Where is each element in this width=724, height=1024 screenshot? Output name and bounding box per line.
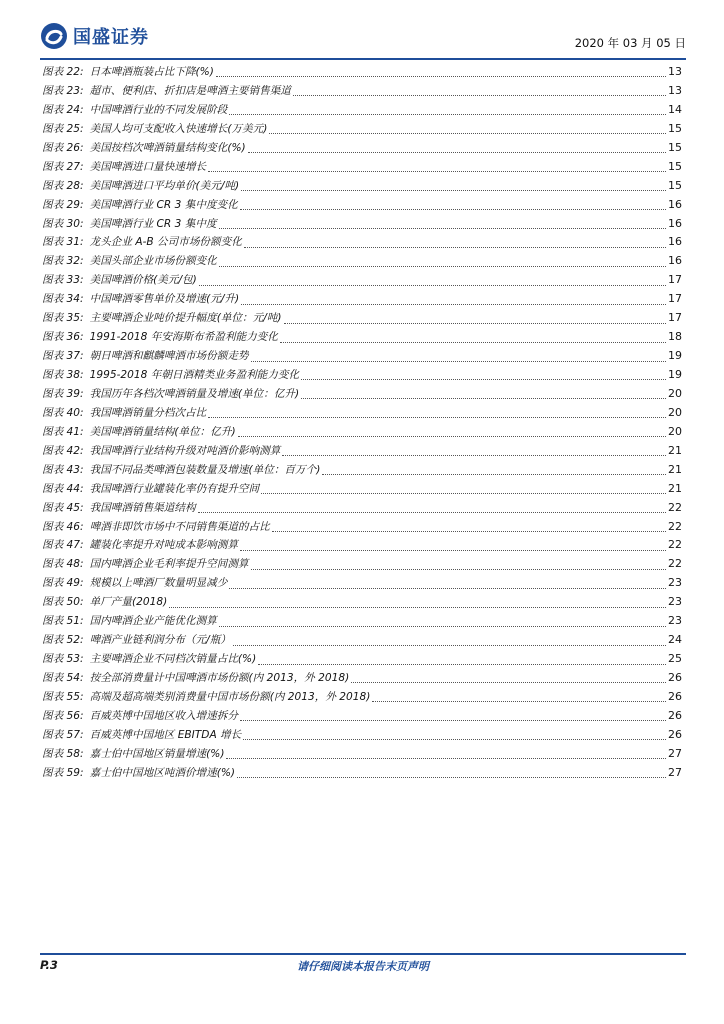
toc-leader-dots [272, 530, 666, 532]
toc-entry-label: 图表 40: [42, 406, 84, 419]
toc-leader-dots [169, 606, 666, 608]
toc-entry-title: 规模以上啤酒厂数量明显减少 [89, 577, 228, 590]
toc-entry-title: 百威英博中国地区收入增速拆分 [89, 709, 238, 722]
toc-entry-label: 图表 52: [42, 634, 84, 647]
toc-entry-label: 图表 58: [42, 747, 84, 760]
toc-entry-title: 国内啤酒企业产能优化测算 [89, 615, 217, 628]
toc-entry-page: 20 [668, 405, 682, 419]
toc-entry-page: 22 [668, 538, 682, 552]
toc-entry[interactable] [42, 632, 682, 651]
toc-entry-title: 我国不同品类啤酒包装数量及增速(单位：百万个) [89, 463, 321, 476]
toc-entry-title: 我国啤酒行业结构升级对吨酒价影响测算 [89, 444, 281, 457]
toc-entry-title: 美国啤酒价格(美元/包) [89, 274, 197, 287]
toc-entry-title: 龙头企业 A-B 公司市场份额变化 [89, 236, 242, 249]
brand-logo-icon [40, 22, 68, 50]
brand-name: 国盛证券 [73, 27, 149, 48]
toc-entry-label: 图表 36: [42, 331, 84, 344]
toc-entry-label: 图表 44: [42, 482, 84, 495]
toc-entry-label: 图表 34: [42, 293, 84, 306]
toc-leader-dots [219, 227, 666, 229]
toc-leader-dots [372, 700, 666, 702]
toc-entry-title: 1991-2018 年安海斯布希盈利能力变化 [89, 331, 278, 344]
toc-entry-label: 图表 53: [42, 653, 84, 666]
toc-entry-page: 24 [668, 633, 682, 647]
toc-entry[interactable] [42, 329, 682, 348]
toc-leader-dots [219, 265, 666, 267]
toc-entry[interactable] [42, 140, 682, 159]
toc-entry-title: 中国啤酒零售单价及增速(元/升) [89, 293, 240, 306]
toc-entry-page: 21 [668, 481, 682, 495]
toc-entry-title: 1995-2018 年朝日酒精类业务盈利能力变化 [89, 369, 300, 381]
toc-entry[interactable] [42, 272, 682, 291]
footer-disclaimer: 请仔细阅读本报告末页声明 [297, 960, 429, 973]
toc-entry-page: 16 [668, 235, 682, 249]
footer-rule [40, 953, 686, 955]
toc-leader-dots [282, 454, 666, 456]
toc-leader-dots [244, 246, 666, 248]
toc-entry[interactable] [42, 670, 682, 689]
toc-entry[interactable] [42, 197, 682, 216]
toc-entry[interactable] [42, 386, 682, 405]
toc-entry-title: 嘉士伯中国地区销量增速(%) [89, 747, 225, 760]
toc-entry-page: 17 [668, 273, 682, 287]
toc-entry-page: 21 [668, 443, 682, 457]
toc-entry[interactable] [42, 178, 682, 197]
toc-entry-page: 22 [668, 500, 682, 514]
toc-entry[interactable] [42, 102, 682, 121]
toc-leader-dots [251, 568, 666, 570]
toc-entry-page: 22 [668, 557, 682, 571]
toc-entry-title: 主要啤酒企业不同档次销量占比(%) [89, 653, 257, 666]
toc-entry[interactable] [42, 689, 682, 708]
toc-entry-title: 日本啤酒瓶装占比下降(%) [89, 66, 214, 78]
toc-leader-dots [229, 587, 666, 589]
toc-entry-page: 19 [668, 349, 682, 363]
toc-leader-dots [293, 94, 666, 96]
toc-leader-dots [241, 189, 666, 191]
toc-entry[interactable] [42, 310, 682, 329]
toc-leader-dots [240, 208, 666, 210]
toc-entry-label: 图表 42: [42, 444, 84, 457]
toc-entry-page: 15 [668, 121, 682, 135]
toc-entry-label: 图表 39: [42, 387, 84, 400]
toc-entry[interactable] [42, 405, 682, 424]
toc-leader-dots [301, 397, 666, 399]
toc-entry-label: 图表 28: [42, 179, 84, 192]
toc-entry-label: 图表 29: [42, 198, 84, 211]
toc-entry-page: 17 [668, 311, 682, 325]
toc-entry[interactable] [42, 727, 682, 746]
toc-entry-page: 13 [668, 83, 682, 97]
toc-entry-label: 图表 37: [42, 350, 84, 363]
toc-entry-page: 14 [668, 102, 682, 116]
toc-entry-label: 图表 25: [42, 122, 84, 135]
toc-entry[interactable] [42, 556, 682, 575]
toc-entry-label: 图表 35: [42, 312, 84, 325]
toc-entry-label: 图表 47: [42, 539, 84, 552]
toc-entry-label: 图表 55: [42, 690, 84, 703]
toc-leader-dots [229, 113, 666, 115]
toc-leader-dots [226, 757, 666, 759]
toc-entry-page: 16 [668, 216, 682, 230]
toc-entry-label: 图表 43: [42, 463, 84, 476]
toc-entry-title: 我国啤酒行业罐装化率仍有提升空间 [89, 482, 260, 495]
toc-leader-dots [261, 492, 666, 494]
toc-leader-dots [251, 360, 666, 362]
toc-entry-page: 16 [668, 254, 682, 268]
toc-entry-title: 美国啤酒销量结构(单位：亿升) [89, 425, 236, 438]
toc-entry-label: 图表 56: [42, 709, 84, 722]
toc-entry-label: 图表 22: [42, 66, 84, 78]
toc-entry-title: 美国按档次啤酒销量结构变化(%) [89, 141, 246, 154]
toc-leader-dots [284, 322, 666, 324]
toc-entry[interactable] [42, 613, 682, 632]
toc-entry-label: 图表 49: [42, 577, 84, 590]
toc-entry-title: 国内啤酒企业毛利率提升空间测算 [89, 558, 249, 571]
toc-leader-dots [233, 644, 666, 646]
toc-entry-page: 15 [668, 159, 682, 173]
toc-entry-label: 图表 24: [42, 103, 84, 116]
toc-entry-page: 16 [668, 197, 682, 211]
toc-entry[interactable] [42, 765, 682, 784]
toc-entry-title: 主要啤酒企业吨价提升幅度(单位：元/吨) [89, 312, 282, 325]
report-date: 2020 年 03 月 05 日 [574, 36, 686, 50]
toc-entry[interactable] [42, 708, 682, 727]
toc-entry-label: 图表 45: [42, 501, 84, 514]
toc-entry-title: 美国头部企业市场份额变化 [89, 255, 217, 268]
figure-index-list [42, 64, 682, 784]
toc-entry-title: 百威英博中国地区 EBITDA 增长 [89, 728, 242, 741]
toc-entry-page: 25 [668, 652, 682, 666]
toc-leader-dots [243, 738, 666, 740]
toc-entry-label: 图表 50: [42, 596, 84, 609]
toc-entry-page: 23 [668, 614, 682, 628]
toc-leader-dots [280, 341, 666, 343]
page-footer [40, 958, 686, 978]
toc-entry[interactable] [42, 424, 682, 443]
toc-entry-page: 15 [668, 178, 682, 192]
toc-entry-title: 中国啤酒行业的不同发展阶段 [89, 103, 228, 116]
toc-entry-label: 图表 32: [42, 255, 84, 268]
toc-entry-label: 图表 48: [42, 558, 84, 571]
toc-leader-dots [248, 151, 666, 153]
toc-entry-title: 我国啤酒销量分档次占比 [89, 406, 207, 419]
toc-entry-label: 图表 57: [42, 728, 84, 741]
toc-entry-label: 图表 27: [42, 160, 84, 173]
toc-leader-dots [301, 378, 666, 380]
toc-entry-label: 图表 59: [42, 766, 84, 779]
toc-entry-label: 图表 38: [42, 369, 84, 381]
toc-entry-title: 啤酒非即饮市场中不同销售渠道的占比 [89, 520, 270, 533]
toc-entry[interactable] [42, 537, 682, 556]
toc-entry-label: 图表 51: [42, 615, 84, 628]
toc-leader-dots [238, 435, 666, 437]
toc-entry-title: 美国啤酒行业 CR 3 集中度 [89, 217, 217, 230]
toc-entry[interactable] [42, 462, 682, 481]
toc-entry-title: 我国啤酒销售渠道结构 [89, 501, 196, 514]
toc-entry-page: 20 [668, 386, 682, 400]
toc-leader-dots [351, 681, 666, 683]
toc-entry-title: 单厂产量(2018) [89, 596, 168, 609]
toc-leader-dots [269, 132, 666, 134]
toc-leader-dots [208, 170, 666, 172]
toc-entry-page: 15 [668, 140, 682, 154]
toc-leader-dots [240, 719, 666, 721]
toc-entry[interactable] [42, 594, 682, 613]
toc-entry[interactable] [42, 216, 682, 235]
toc-entry-page: 23 [668, 576, 682, 590]
toc-entry-label: 图表 41: [42, 425, 84, 438]
toc-entry[interactable] [42, 575, 682, 594]
toc-leader-dots [322, 473, 666, 475]
toc-entry[interactable] [42, 253, 682, 272]
toc-entry-page: 18 [668, 330, 682, 344]
toc-entry-page: 17 [668, 292, 682, 306]
toc-entry[interactable] [42, 443, 682, 462]
toc-entry[interactable] [42, 64, 682, 83]
toc-entry-label: 图表 23: [42, 84, 84, 97]
toc-entry-page: 21 [668, 462, 682, 476]
toc-leader-dots [199, 284, 666, 286]
toc-entry[interactable] [42, 234, 682, 253]
brand-logo [40, 20, 149, 52]
toc-leader-dots [237, 776, 666, 778]
toc-leader-dots [198, 511, 666, 513]
toc-entry-page: 19 [668, 368, 682, 381]
toc-entry[interactable] [42, 348, 682, 367]
toc-entry-title: 美国人均可支配收入快速增长(万美元) [89, 122, 268, 135]
toc-entry[interactable] [42, 481, 682, 500]
toc-entry-title: 美国啤酒行业 CR 3 集中度变化 [89, 198, 238, 211]
toc-entry-title: 美国啤酒进口平均单价(美元/吨) [89, 179, 240, 192]
toc-entry-title: 嘉士伯中国地区吨酒价增速(%) [89, 766, 236, 779]
toc-entry-page: 27 [668, 746, 682, 760]
toc-leader-dots [216, 75, 666, 77]
toc-entry[interactable] [42, 519, 682, 538]
toc-leader-dots [219, 625, 666, 627]
toc-entry-label: 图表 54: [42, 672, 84, 684]
page-header [40, 20, 686, 56]
toc-entry-title: 美国啤酒进口量快速增长 [89, 160, 207, 173]
toc-entry[interactable] [42, 291, 682, 310]
toc-entry-label: 图表 46: [42, 520, 84, 533]
toc-entry-label: 图表 31: [42, 236, 84, 249]
toc-entry-page: 23 [668, 595, 682, 609]
toc-entry-page: 26 [668, 689, 682, 703]
toc-entry-title: 罐装化率提升对吨成本影响测算 [89, 539, 238, 552]
toc-entry[interactable] [42, 121, 682, 140]
toc-entry-label: 图表 33: [42, 274, 84, 287]
toc-entry[interactable] [42, 746, 682, 765]
toc-entry[interactable] [42, 83, 682, 102]
toc-entry-label: 图表 26: [42, 141, 84, 154]
toc-entry-title: 朝日啤酒和麒麟啤酒市场份额走势 [89, 350, 249, 363]
toc-entry-page: 27 [668, 765, 682, 779]
toc-entry-title: 啤酒产业链利润分布（元/瓶） [89, 634, 231, 647]
page-number: P.3 [40, 958, 58, 972]
toc-entry-title: 超市、便利店、折扣店是啤酒主要销售渠道 [89, 84, 291, 97]
toc-entry-page: 26 [668, 671, 682, 684]
toc-entry[interactable] [42, 367, 682, 386]
toc-leader-dots [240, 549, 666, 551]
toc-leader-dots [208, 416, 666, 418]
toc-entry[interactable] [42, 651, 682, 670]
toc-entry-page: 13 [668, 65, 682, 78]
toc-entry-page: 20 [668, 424, 682, 438]
toc-entry-title: 按全部消费量计中国啤酒市场份额(内 2013，外 2018) [89, 672, 350, 684]
toc-leader-dots [241, 303, 666, 305]
toc-entry-page: 26 [668, 727, 682, 741]
toc-entry-page: 26 [668, 708, 682, 722]
toc-entry-label: 图表 30: [42, 217, 84, 230]
toc-entry-title: 高端及超高端类别消费量中国市场份额(内 2013，外 2018) [89, 690, 371, 703]
toc-entry-title: 我国历年各档次啤酒销量及增速(单位：亿升) [89, 387, 300, 400]
toc-entry[interactable] [42, 159, 682, 178]
toc-leader-dots [258, 663, 666, 665]
header-rule [40, 58, 686, 60]
toc-entry[interactable] [42, 500, 682, 519]
toc-entry-page: 22 [668, 519, 682, 533]
